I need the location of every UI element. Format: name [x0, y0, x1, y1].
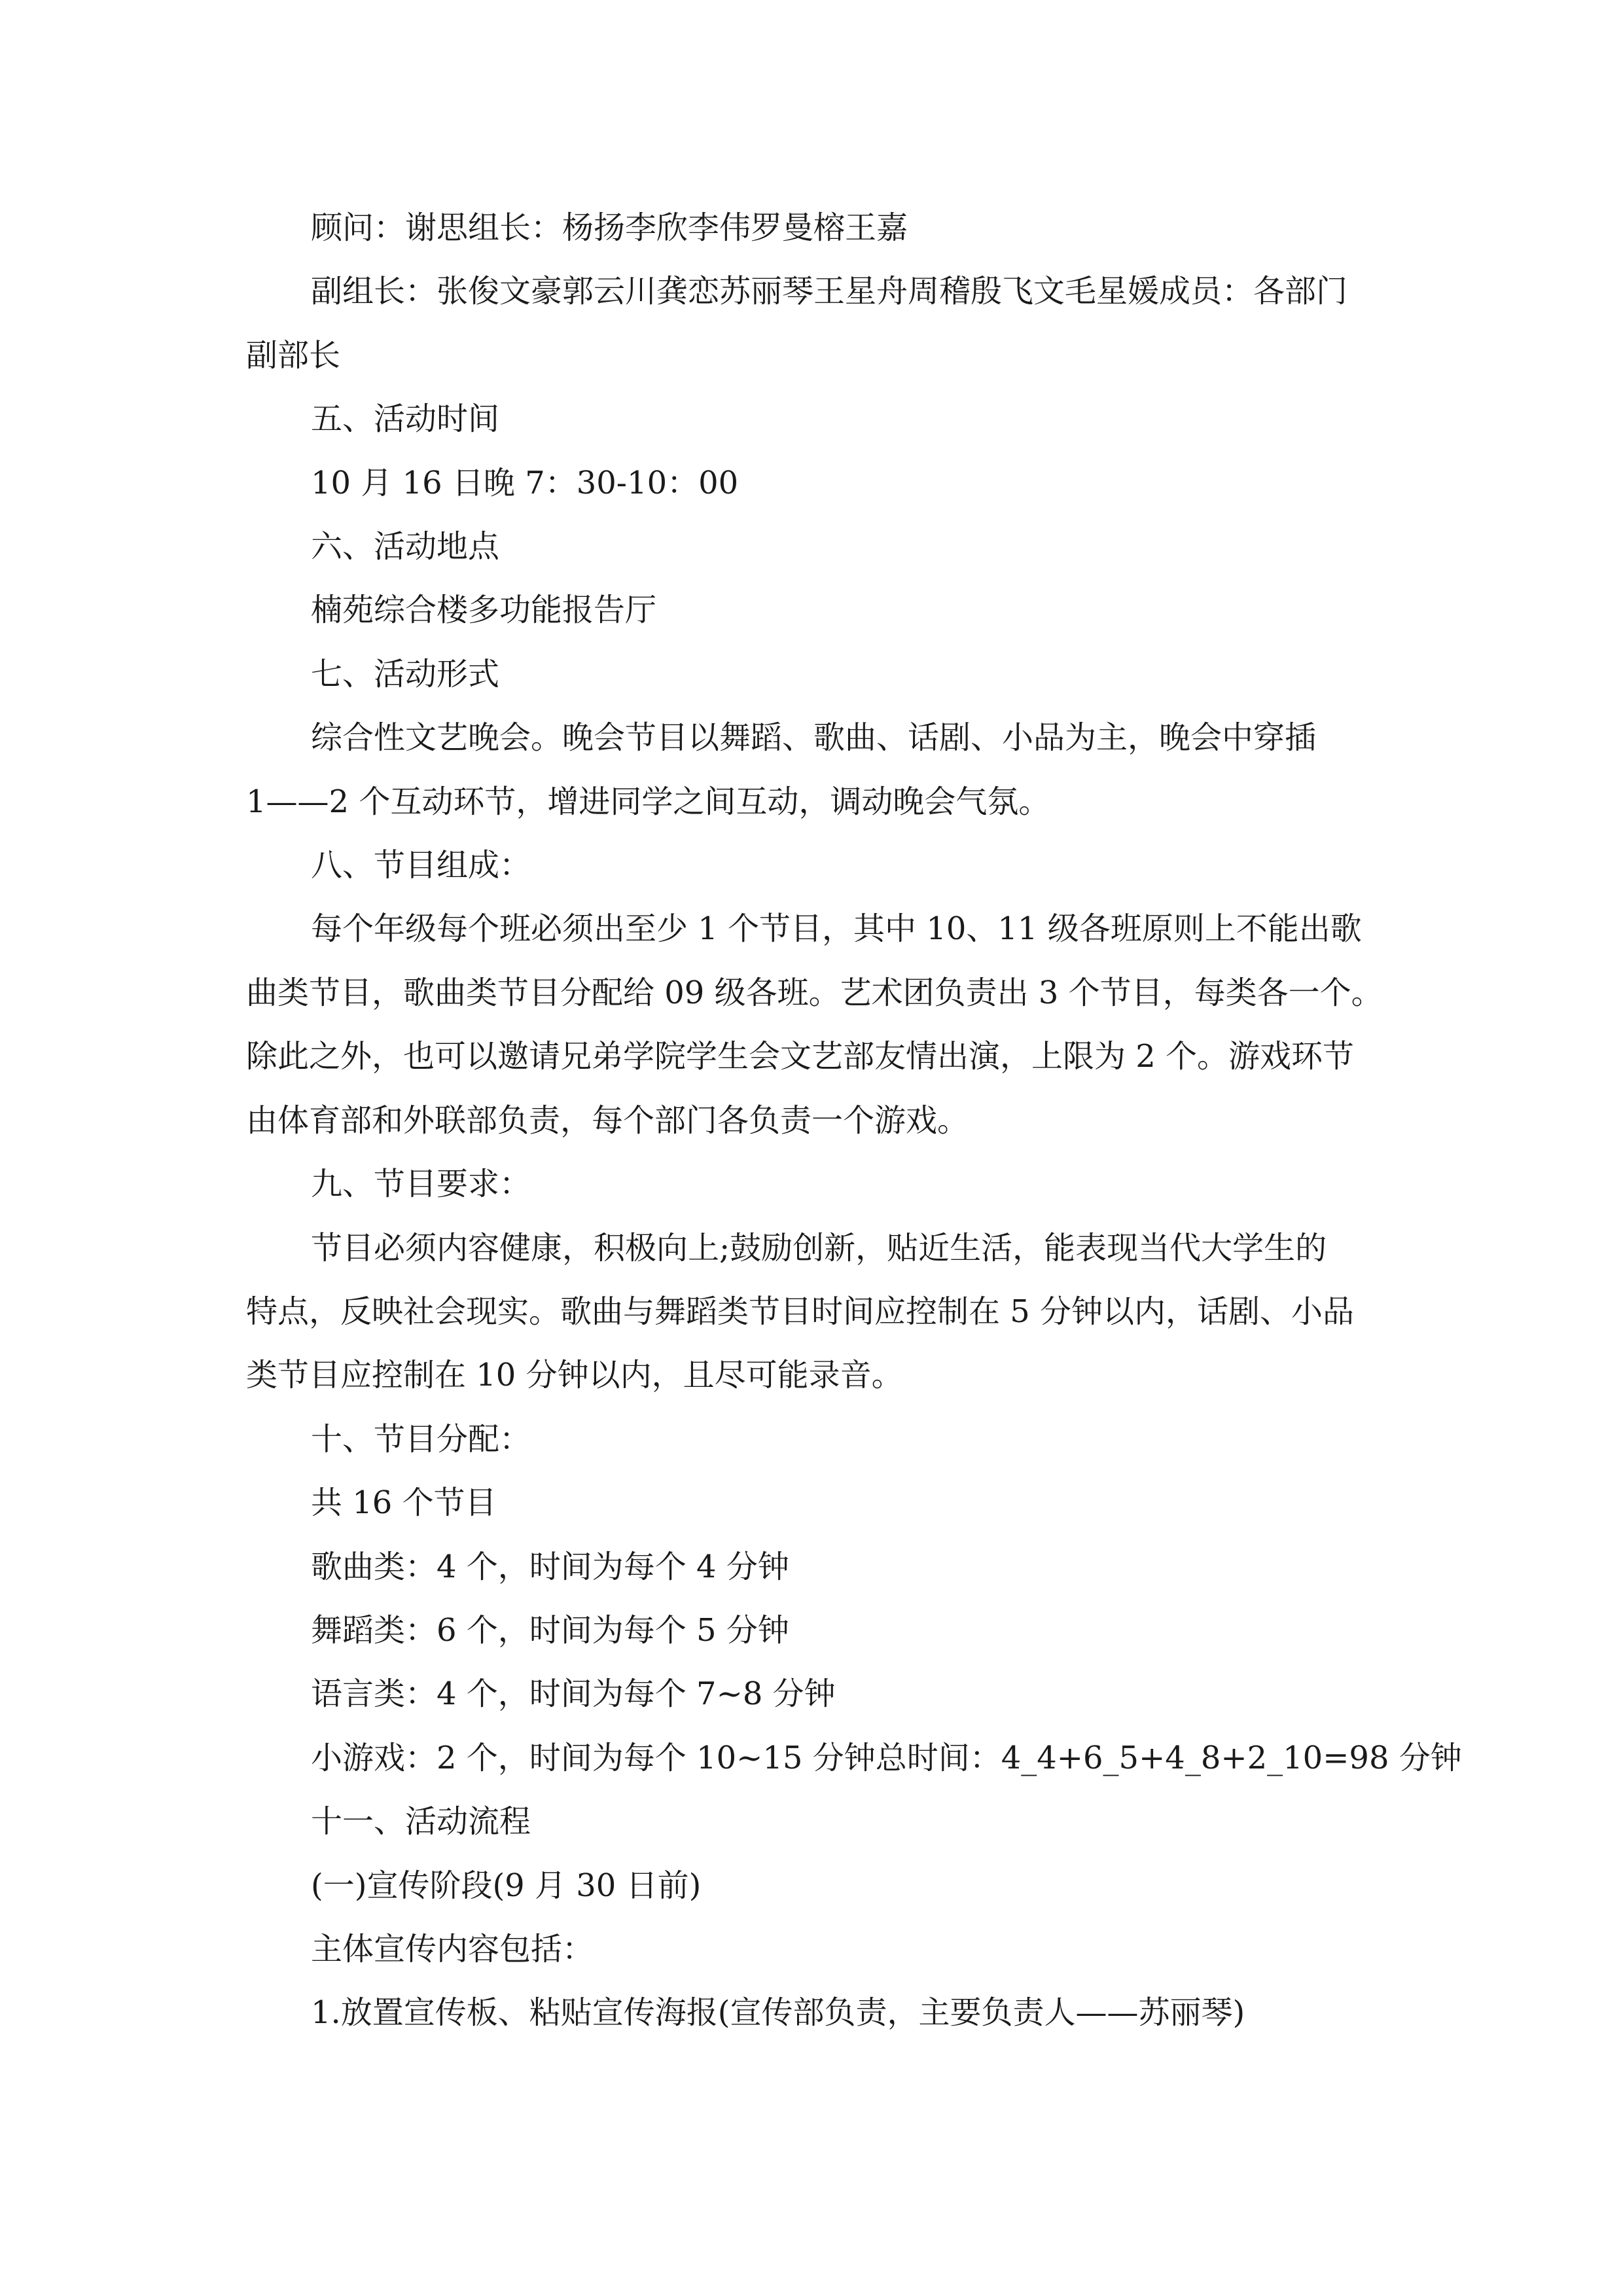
publicity-item-1: 1.放置宣传板、粘贴宣传海报(宣传部负责，主要负责人——苏丽琴): [311, 1994, 1245, 2032]
section-heading-requirements: 九、节目要求：: [311, 1166, 531, 1203]
composition-paragraph-cont-1: 曲类节目，歌曲类节目分配给 09 级各班。艺术团负责出 3 个节目，每类各一个。: [246, 974, 1383, 1011]
document-body: [246, 196, 1462, 2045]
allocation-language: 语言类：4 个，时间为每个 7~8 分钟: [311, 1676, 836, 1713]
composition-paragraph-cont-2: 除此之外，也可以邀请兄弟学院学生会文艺部友情出演，上限为 2 个。游戏环节: [246, 1038, 1355, 1075]
requirements-paragraph: 节目必须内容健康，积极向上;鼓励创新，贴近生活，能表现当代大学生的: [311, 1229, 1327, 1266]
allocation-dances: 舞蹈类：6 个，时间为每个 5 分钟: [311, 1611, 789, 1649]
section-heading-time: 五、活动时间: [311, 401, 500, 438]
vice-leader-line-cont: 副部长: [246, 336, 341, 374]
section-heading-location: 六、活动地点: [311, 528, 500, 565]
process-stage-publicity: (一)宣传阶段(9 月 30 日前): [311, 1867, 702, 1904]
activity-time: 10 月 16 日晚 7：30-10：00: [311, 464, 739, 501]
composition-paragraph-cont-3: 由体育部和外联部负责，每个部门各负责一个游戏。: [246, 1102, 969, 1139]
vice-leader-line: 副组长：张俊文豪郭云川龚恋苏丽琴王星舟周稽殷飞文毛星媛成员：各部门: [311, 273, 1348, 310]
allocation-games: 小游戏：2 个，时间为每个 10~15 分钟总时间：4_4+6_5+4_8+2_10=98 分钟: [311, 1739, 1462, 1776]
publicity-content-heading: 主体宣传内容包括：: [311, 1930, 594, 1967]
requirements-paragraph-cont-1: 特点，反映社会现实。歌曲与舞蹈类节目时间应控制在 5 分钟以内，话剧、小品: [246, 1293, 1355, 1330]
section-heading-format: 七、活动形式: [311, 655, 500, 692]
format-paragraph: 综合性文艺晚会。晚会节目以舞蹈、歌曲、话剧、小品为主，晚会中穿插: [311, 719, 1317, 757]
section-heading-allocation: 十、节目分配：: [311, 1420, 531, 1458]
section-heading-process: 十一、活动流程: [311, 1803, 531, 1840]
activity-location: 楠苑综合楼多功能报告厅: [311, 592, 657, 629]
advisor-line: 顾问：谢思组长：杨扬李欣李伟罗曼榕王嘉: [311, 209, 908, 246]
requirements-paragraph-cont-2: 类节目应控制在 10 分钟以内，且尽可能录音。: [246, 1357, 903, 1394]
allocation-total: 共 16 个节目: [311, 1484, 497, 1522]
allocation-songs: 歌曲类：4 个，时间为每个 4 分钟: [311, 1548, 789, 1585]
section-heading-composition: 八、节目组成：: [311, 847, 531, 884]
format-paragraph-cont: 1——2 个互动环节，增进同学之间互动，调动晚会气氛。: [246, 783, 1050, 820]
composition-paragraph: 每个年级每个班必须出至少 1 个节目，其中 10、11 级各班原则上不能出歌: [311, 910, 1362, 948]
